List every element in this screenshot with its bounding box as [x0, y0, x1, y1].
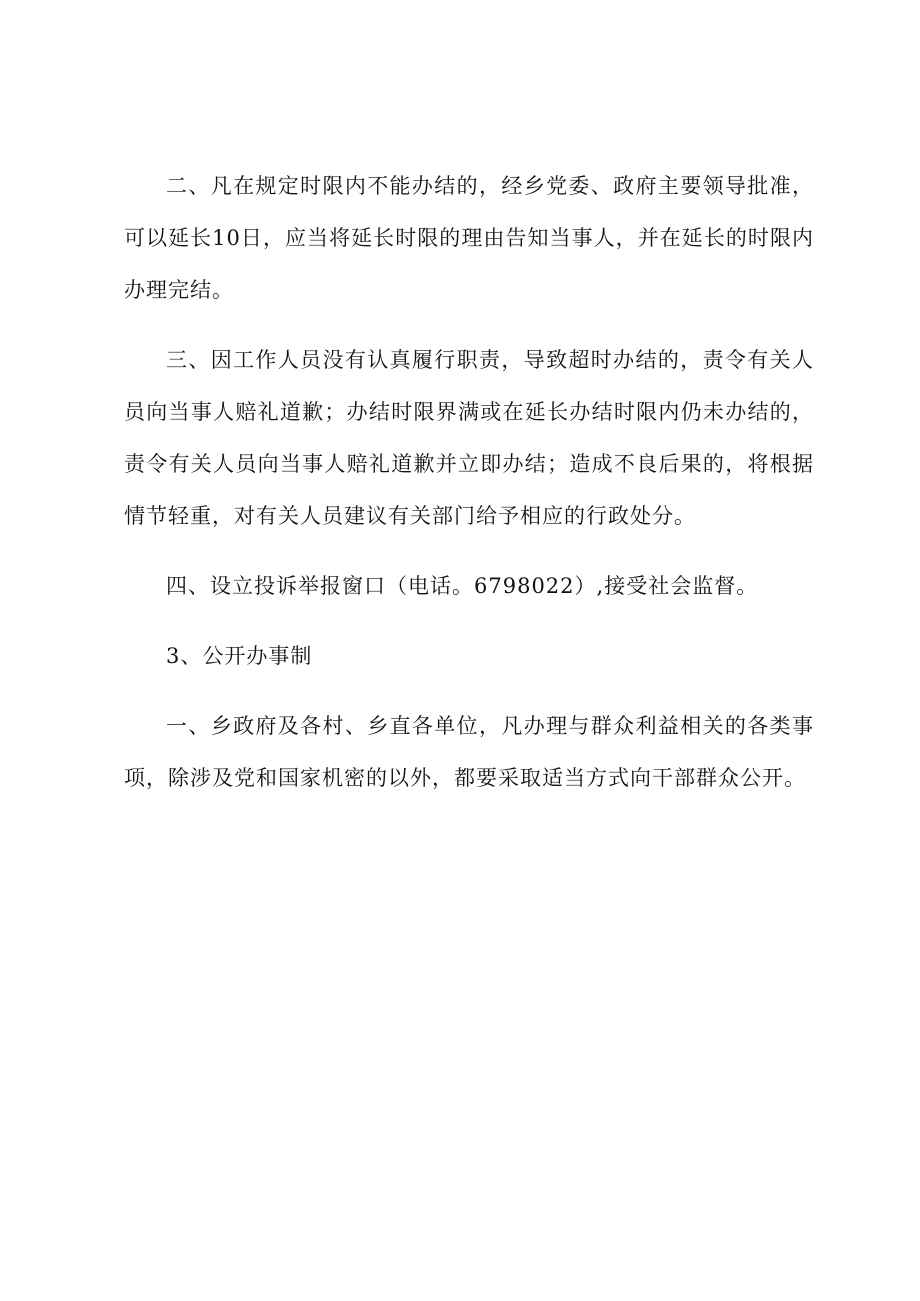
paragraph-public-disclosure: 一、乡政府及各村、乡直各单位，凡办理与群众利益相关的各类事项，除涉及党和国家机密的以外，都要采取适当方式向干部群众公开。: [124, 714, 814, 790]
paragraph-extension-rule: 二、凡在规定时限内不能办结的，经乡党委、政府主要领导批准，可以延长10日，应当将延长时限的理由告知当事人，并在延长的时限内办理完结。: [124, 174, 814, 302]
paragraph-accountability-rule: 三、因工作人员没有认真履行职责，导致超时办结的，责令有关人员向当事人赔礼道歉；办结时限界满或在延长办结时限内仍未办结的，责令有关人员向当事人赔礼道歉并立即办结；造成不良后果的，将根据情节轻重，对有关人员建议有关部门给予相应的行政处分。: [124, 348, 814, 528]
document-page: [124, 160, 814, 822]
paragraph-complaint-window: 四、设立投诉举报窗口（电话。6798022）,接受社会监督。: [166, 574, 759, 598]
section-heading-open-affairs: 3、公开办事制: [166, 644, 313, 668]
